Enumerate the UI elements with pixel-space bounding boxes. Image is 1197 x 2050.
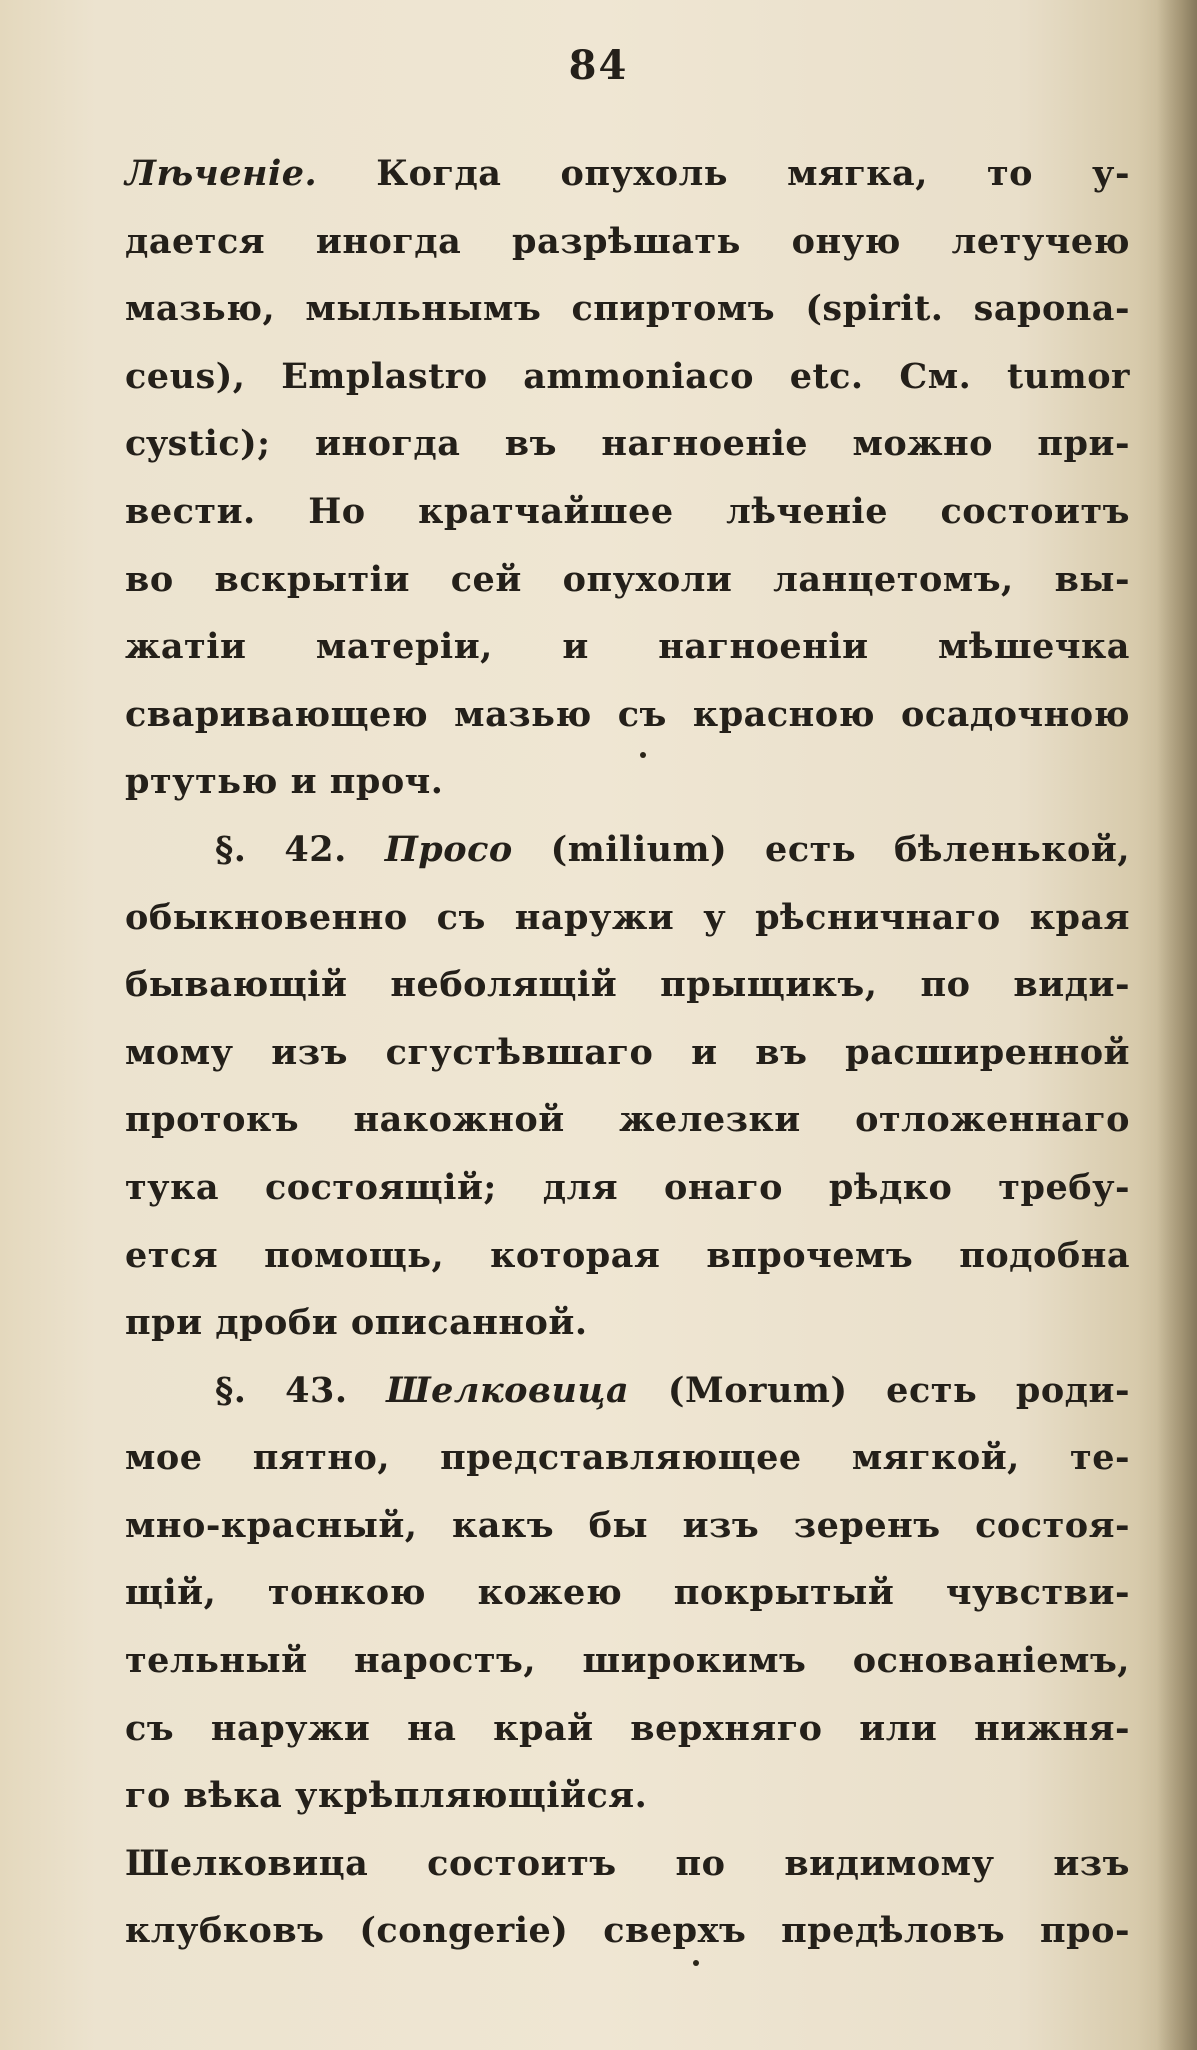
text-line [125,140,1130,208]
text-line [125,546,1130,614]
text-line [125,343,1130,411]
text-run: Шелковица состоитъ по видимому изъ [125,1842,1130,1884]
body-text [125,140,1130,1965]
text-line [125,951,1130,1019]
text-line [125,1086,1130,1154]
text-run: го вѣка укрѣпляющійся. [125,1775,648,1817]
text-line [125,816,1130,884]
text-run: §. 43. [215,1369,387,1411]
text-line [125,1289,1130,1357]
text-line [125,478,1130,546]
text-run: мно-красный, какъ бы изъ зеренъ состоя- [125,1504,1130,1546]
text-run: (Morum) есть роди- [629,1369,1130,1411]
text-line [125,1357,1130,1425]
text-run: съ наружи на край верхняго или нижня- [125,1707,1130,1749]
italic-term: Шелковица [386,1369,630,1411]
text-line [125,1222,1130,1290]
text-run: мазью, мыльнымъ спиртомъ (spirit. sapona- [125,288,1130,330]
text-run: мое пятно, представляющее мягкой, те- [125,1437,1130,1479]
text-run: (milium) есть бѣленькой, [512,828,1131,870]
text-run: жатіи матеріи, и нагноеніи мѣшечка [125,626,1130,668]
italic-term: Лѣченіе. [125,153,318,194]
text-line [125,1019,1130,1087]
text-line [125,1492,1130,1560]
text-run: обыкновенно съ наружи у рѣсничнаго края [125,896,1130,938]
text-line [125,410,1130,478]
text-run: дается иногда разрѣшать оную летучею [125,220,1130,262]
text-line [125,275,1130,343]
text-run: мому изъ сгустѣвшаго и въ расширенной [125,1031,1130,1073]
text-run: клубковъ (congerie) сверхъ предѣловъ про- [125,1910,1130,1952]
text-run: бывающій неболящій прыщикъ, по види- [125,964,1130,1006]
text-run: §. 42. [215,828,385,870]
ink-speck [693,1960,699,1966]
text-line [125,1154,1130,1222]
italic-term: Просо [384,828,513,870]
text-run: тельный наростъ, широкимъ основаніемъ, [125,1640,1130,1682]
text-run: вести. Но кратчайшее лѣченіе состоитъ [125,490,1130,532]
text-run: протокъ накожной железки отложеннаго [125,1099,1130,1141]
text-run: тука состоящій; для онаго рѣдко требу- [125,1166,1130,1208]
text-line [125,1762,1130,1830]
page-number: 84 [568,42,629,89]
text-line [125,1830,1130,1898]
text-line [125,1559,1130,1627]
ink-speck [640,752,646,758]
text-run: ceus), Emplastro ammoniaco etc. См. tumor [125,355,1130,397]
text-run: cystic); иногда въ нагноеніе можно при- [125,423,1130,465]
text-line [125,1695,1130,1763]
text-line [125,1897,1130,1965]
text-line [125,884,1130,952]
text-run: сваривающею мазью съ красною осадочною [125,693,1130,735]
text-line [125,748,1130,816]
text-line [125,1424,1130,1492]
text-run: во вскрытіи сей опухоли ланцетомъ, вы- [125,558,1130,600]
text-run: ется помощь, которая впрочемъ подобна [125,1234,1130,1276]
page-edge-shadow [1157,0,1197,2050]
text-run: Когда опухоль мягка, то у- [317,153,1130,194]
text-line [125,613,1130,681]
text-run: щій, тонкою кожею покрытый чувстви- [125,1572,1130,1614]
text-line [125,208,1130,276]
text-line [125,1627,1130,1695]
text-run: при дроби описанной. [125,1302,588,1344]
text-run: ртутью и проч. [125,761,444,803]
text-line [125,681,1130,749]
